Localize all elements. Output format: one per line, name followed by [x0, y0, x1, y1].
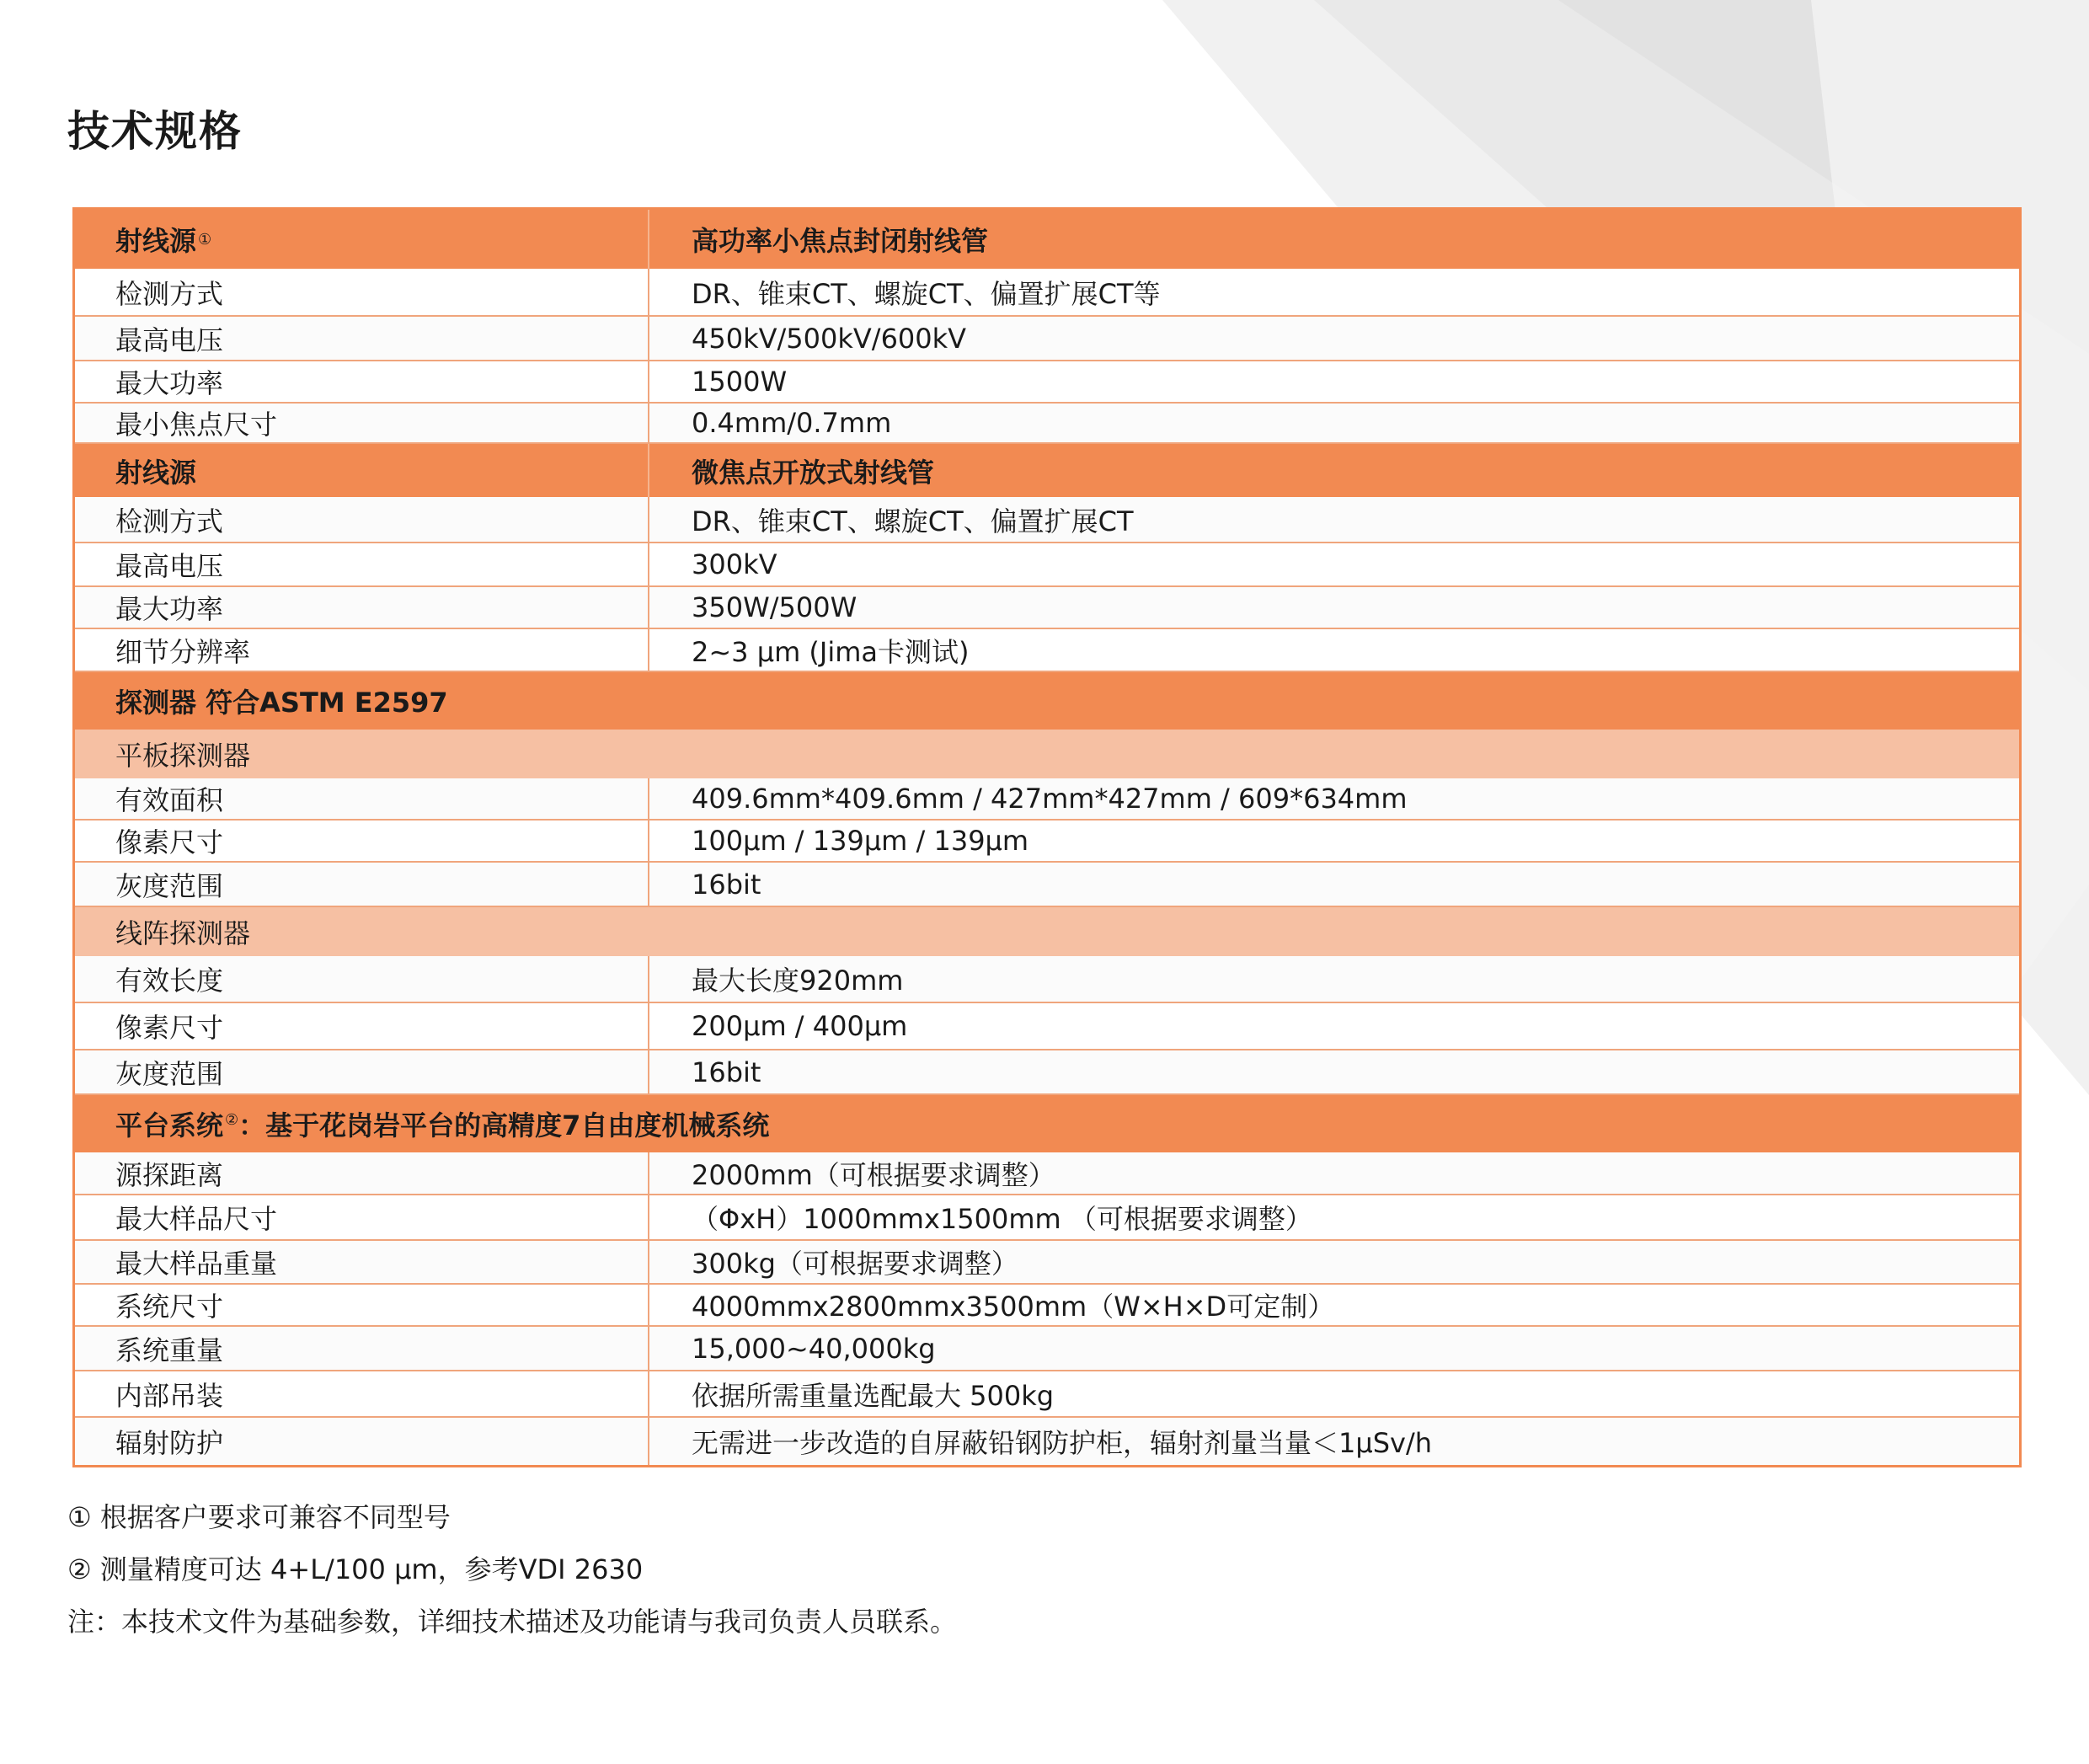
- row-label: 最大样品尺寸: [75, 1195, 649, 1239]
- spec-table: [72, 207, 2022, 1467]
- table-row: [75, 543, 2019, 587]
- table-row: [75, 1152, 2019, 1195]
- table-row: [75, 956, 2019, 1003]
- section-label: 射线源: [75, 444, 649, 497]
- subsection-header-line-array: [75, 907, 2019, 956]
- row-value: 16bit: [692, 1056, 761, 1088]
- row-label: 像素尺寸: [75, 1003, 649, 1049]
- row-label: 像素尺寸: [75, 821, 649, 861]
- table-row: [75, 1371, 2019, 1418]
- row-value: 300kV: [692, 548, 777, 580]
- row-label: 内部吊装: [75, 1371, 649, 1416]
- footnote-marker-1: ①: [198, 230, 212, 249]
- row-value: 15,000~40,000kg: [692, 1332, 936, 1365]
- row-label: 源探距离: [75, 1152, 649, 1194]
- table-row: [75, 269, 2019, 317]
- row-value: 2000mm（可根据要求调整）: [692, 1158, 1055, 1191]
- row-value: 450kV/500kV/600kV: [692, 322, 967, 355]
- footnote-1: ① 根据客户要求可兼容不同型号: [67, 1501, 451, 1533]
- table-row: [75, 497, 2019, 543]
- table-row: [75, 361, 2019, 404]
- row-label: 有效长度: [75, 956, 649, 1002]
- row-label: 灰度范围: [75, 1050, 649, 1093]
- row-value: 0.4mm/0.7mm: [692, 407, 892, 439]
- section-label: 平台系统: [115, 1109, 224, 1141]
- table-row: [75, 1418, 2019, 1465]
- footnote-disclaimer: 注：本技术文件为基础参数，详细技术描述及功能请与我司负责人员联系。: [67, 1606, 958, 1638]
- table-row: [75, 1285, 2019, 1327]
- page-title: 技术规格: [67, 107, 243, 156]
- row-label: 系统尺寸: [75, 1285, 649, 1325]
- table-row: [75, 821, 2019, 863]
- section-header-open-tube: [75, 444, 2019, 497]
- section-header-detector: [75, 672, 2019, 730]
- section-value: 高功率小焦点封闭射线管: [692, 225, 989, 257]
- row-value: 100µm / 139µm / 139µm: [692, 825, 1029, 857]
- subsection-label: 平板探测器: [115, 740, 251, 772]
- row-value: 2~3 µm (Jima卡测试): [692, 635, 970, 668]
- row-label: 最大功率: [75, 587, 649, 628]
- footnote-marker-2: ②: [225, 1111, 239, 1130]
- table-row: [75, 587, 2019, 629]
- row-value: 350W/500W: [692, 591, 858, 623]
- row-value: 200µm / 400µm: [692, 1010, 908, 1042]
- subsection-label: 线阵探测器: [115, 917, 251, 949]
- section-header-platform: [75, 1095, 2019, 1152]
- row-label: 最小焦点尺寸: [75, 404, 649, 442]
- row-label: 最大样品重量: [75, 1241, 649, 1283]
- row-value: DR、锥束CT、螺旋CT、偏置扩展CT等: [692, 277, 1161, 310]
- row-label: 系统重量: [75, 1327, 649, 1370]
- row-value: DR、锥束CT、螺旋CT、偏置扩展CT: [692, 505, 1134, 537]
- table-row: [75, 1241, 2019, 1285]
- footnotes: [67, 1489, 957, 1646]
- row-label: 细节分辨率: [75, 629, 649, 671]
- table-row: [75, 778, 2019, 821]
- table-row: [75, 629, 2019, 672]
- table-row: [75, 317, 2019, 361]
- row-value: 依据所需重量选配最大 500kg: [692, 1379, 1055, 1412]
- row-value: 16bit: [692, 868, 761, 901]
- row-label: 有效面积: [75, 778, 649, 819]
- table-row: [75, 863, 2019, 907]
- subsection-header-flat-panel: [75, 730, 2019, 778]
- footnote-2: ② 测量精度可达 4+L/100 µm，参考VDI 2630: [67, 1553, 644, 1585]
- row-value: 4000mmx2800mmx3500mm（W×H×D可定制）: [692, 1291, 1335, 1323]
- table-row: [75, 1195, 2019, 1241]
- table-row: [75, 1327, 2019, 1371]
- row-value: 409.6mm*409.6mm / 427mm*427mm / 609*634mm: [692, 783, 1408, 815]
- section-label-detail: ：基于花岗岩平台的高精度7自由度机械系统: [238, 1109, 770, 1141]
- row-value: 1500W: [692, 366, 788, 398]
- row-label: 灰度范围: [75, 863, 649, 906]
- row-label: 最大功率: [75, 361, 649, 402]
- row-label: 检测方式: [75, 269, 649, 315]
- row-label: 检测方式: [75, 497, 649, 542]
- row-value: 最大长度920mm: [692, 965, 904, 997]
- row-label: 最高电压: [75, 317, 649, 360]
- table-row: [75, 1003, 2019, 1050]
- row-value: 无需进一步改造的自屏蔽铅钢防护柜，辐射剂量当量＜1µSv/h: [692, 1427, 1433, 1459]
- section-header-sealed-tube: [75, 210, 2019, 269]
- row-label: 辐射防护: [75, 1418, 649, 1465]
- section-label: 探测器 符合ASTM E2597: [115, 687, 448, 719]
- section-value: 微焦点开放式射线管: [692, 456, 935, 489]
- table-row: [75, 404, 2019, 444]
- section-label: 射线源: [115, 225, 197, 257]
- row-value: 300kg（可根据要求调整）: [692, 1248, 1018, 1280]
- row-label: 最高电压: [75, 543, 649, 585]
- row-value: （ΦxH）1000mmx1500mm （可根据要求调整）: [692, 1203, 1312, 1235]
- table-row: [75, 1050, 2019, 1095]
